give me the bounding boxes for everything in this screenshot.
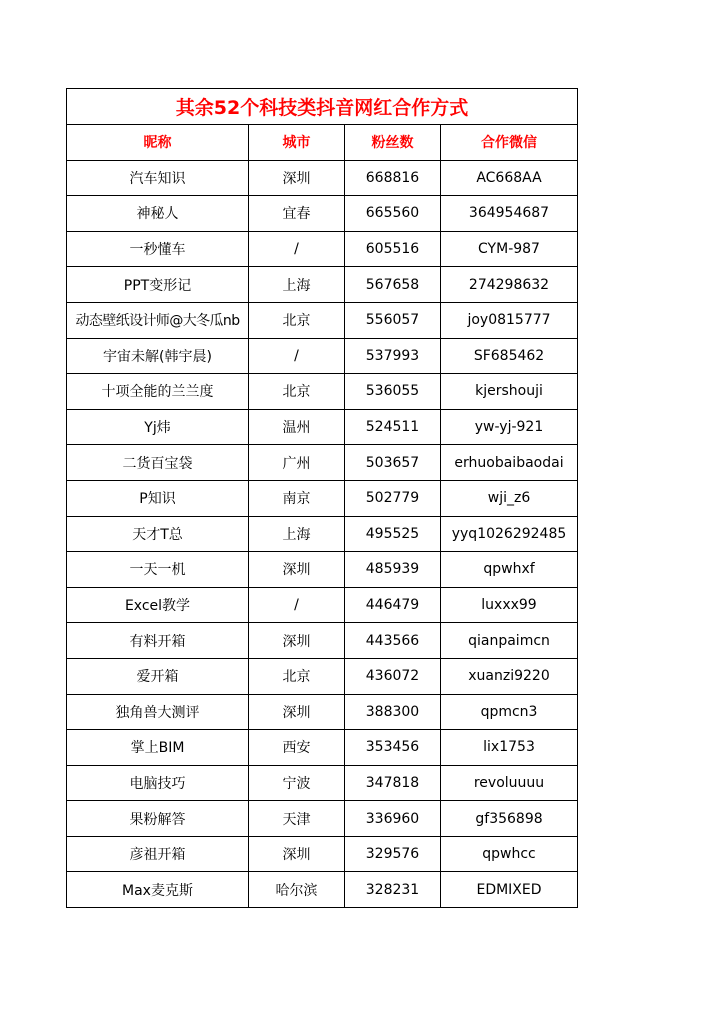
cell-fans: 495525 [345,516,441,552]
cell-nickname: 动态壁纸设计师@大冬瓜nb [67,302,249,338]
cell-wechat: EDMIXED [441,872,578,908]
cell-city: 北京 [249,658,345,694]
table-row [67,516,578,552]
cell-fans: 443566 [345,623,441,659]
table-row [67,836,578,872]
cell-fans: 328231 [345,872,441,908]
cell-wechat: qpmcn3 [441,694,578,730]
cell-wechat: qpwhcc [441,836,578,872]
table-row [67,480,578,516]
table-row [67,409,578,445]
table-row [67,730,578,766]
cell-city: 西安 [249,730,345,766]
cell-wechat: erhuobaibaodai [441,445,578,481]
cell-fans: 446479 [345,587,441,623]
cell-fans: 567658 [345,267,441,303]
cell-fans: 524511 [345,409,441,445]
cell-fans: 605516 [345,231,441,267]
header-row [67,125,578,161]
cell-nickname: 有料开箱 [67,623,249,659]
cell-fans: 665560 [345,196,441,232]
cell-nickname: 天才T总 [67,516,249,552]
cell-nickname: 二货百宝袋 [67,445,249,481]
header-nickname: 昵称 [67,125,249,161]
cell-wechat: luxxx99 [441,587,578,623]
cell-city: 上海 [249,267,345,303]
cell-fans: 347818 [345,765,441,801]
cell-wechat: gf356898 [441,801,578,837]
cell-wechat: lix1753 [441,730,578,766]
table-row [67,267,578,303]
header-fans: 粉丝数 [345,125,441,161]
cell-fans: 329576 [345,836,441,872]
table-row [67,694,578,730]
cell-nickname: Excel教学 [67,587,249,623]
cell-city: / [249,587,345,623]
table-row [67,623,578,659]
table-row [67,231,578,267]
cell-city: 深圳 [249,552,345,588]
cell-city: 深圳 [249,160,345,196]
cell-wechat: revoluuuu [441,765,578,801]
cell-nickname: 宇宙未解(韩宇晨) [67,338,249,374]
cell-fans: 503657 [345,445,441,481]
cell-city: 深圳 [249,623,345,659]
cell-wechat: AC668AA [441,160,578,196]
cell-city: 宜春 [249,196,345,232]
cell-nickname: 独角兽大测评 [67,694,249,730]
cell-wechat: wji_z6 [441,480,578,516]
cell-wechat: qpwhxf [441,552,578,588]
cell-city: 上海 [249,516,345,552]
cell-nickname: P知识 [67,480,249,516]
table-row [67,445,578,481]
cell-nickname: 一天一机 [67,552,249,588]
cell-nickname: PPT变形记 [67,267,249,303]
cell-nickname: Yj炜 [67,409,249,445]
cell-nickname: 彦祖开箱 [67,836,249,872]
table-row [67,552,578,588]
cell-wechat: 274298632 [441,267,578,303]
influencer-table [66,88,578,908]
cell-nickname: 电脑技巧 [67,765,249,801]
cell-wechat: SF685462 [441,338,578,374]
table-row [67,587,578,623]
cell-city: 南京 [249,480,345,516]
cell-nickname: 十项全能的兰兰度 [67,374,249,410]
cell-wechat: CYM-987 [441,231,578,267]
cell-fans: 668816 [345,160,441,196]
cell-fans: 537993 [345,338,441,374]
cell-city: 天津 [249,801,345,837]
cell-city: / [249,231,345,267]
cell-city: 温州 [249,409,345,445]
title-row [67,89,578,125]
cell-city: 宁波 [249,765,345,801]
cell-nickname: 神秘人 [67,196,249,232]
cell-city: 北京 [249,302,345,338]
table-title: 其余52个科技类抖音网红合作方式 [67,89,578,125]
cell-fans: 388300 [345,694,441,730]
cell-fans: 336960 [345,801,441,837]
cell-fans: 353456 [345,730,441,766]
cell-wechat: joy0815777 [441,302,578,338]
cell-wechat: xuanzi9220 [441,658,578,694]
table-row [67,801,578,837]
header-city: 城市 [249,125,345,161]
table-row [67,765,578,801]
cell-nickname: Max麦克斯 [67,872,249,908]
table-row [67,302,578,338]
table-body [67,160,578,907]
cell-wechat: yyq1026292485 [441,516,578,552]
cell-wechat: qianpaimcn [441,623,578,659]
cell-city: 深圳 [249,836,345,872]
cell-wechat: kjershouji [441,374,578,410]
cell-city: / [249,338,345,374]
cell-nickname: 一秒懂车 [67,231,249,267]
cell-fans: 436072 [345,658,441,694]
header-wechat: 合作微信 [441,125,578,161]
table-row [67,872,578,908]
cell-nickname: 爱开箱 [67,658,249,694]
cell-fans: 502779 [345,480,441,516]
cell-fans: 556057 [345,302,441,338]
cell-nickname: 汽车知识 [67,160,249,196]
cell-city: 哈尔滨 [249,872,345,908]
cell-city: 深圳 [249,694,345,730]
cell-fans: 485939 [345,552,441,588]
cell-city: 北京 [249,374,345,410]
cell-fans: 536055 [345,374,441,410]
cell-wechat: 364954687 [441,196,578,232]
cell-nickname: 果粉解答 [67,801,249,837]
table-row [67,160,578,196]
table-row [67,196,578,232]
table-row [67,338,578,374]
cell-nickname: 掌上BIM [67,730,249,766]
cell-wechat: yw-yj-921 [441,409,578,445]
table-row [67,658,578,694]
cell-city: 广州 [249,445,345,481]
table-row [67,374,578,410]
